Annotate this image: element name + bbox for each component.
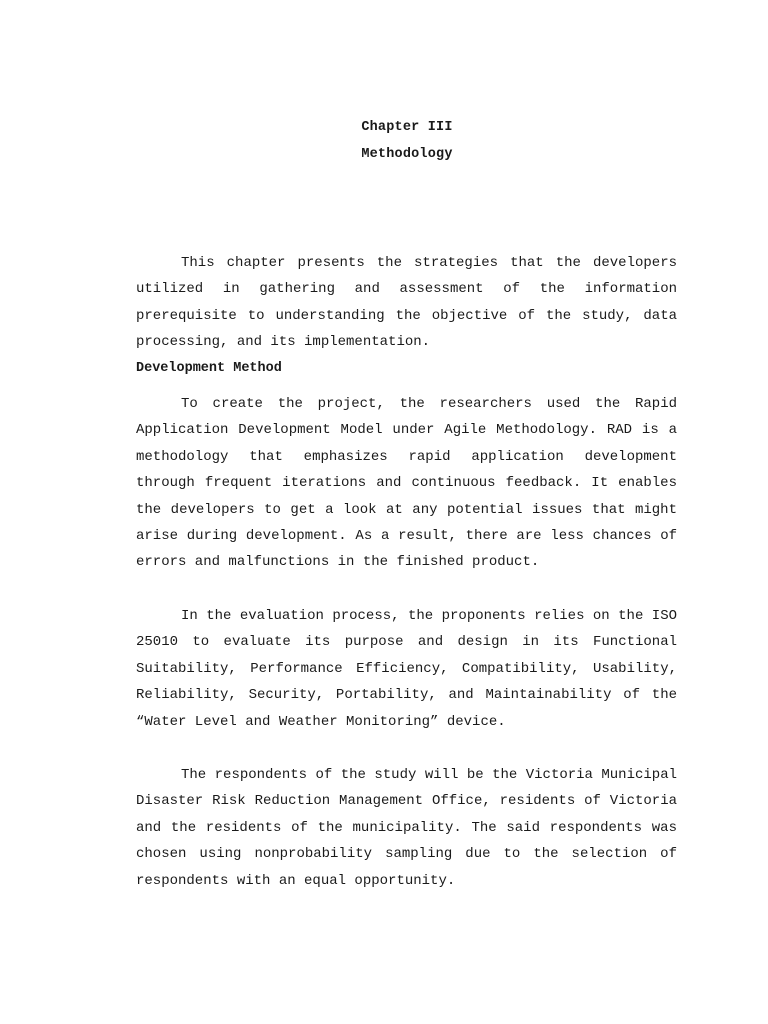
chapter-number: Chapter III <box>361 120 453 135</box>
body-paragraph: To create the project, the researchers used the Rapid Application Development Model under Agile Methodology. RAD is a methodology that emphasizes rapid application development through frequent iterations and continuous feedback. It enables the developers to get a look at any potential issues that might arise during development. As a result, there are less chances of errors and malfunctions in the finished product. <box>136 396 677 571</box>
chapter-title: Methodology <box>361 147 453 162</box>
body-paragraph: The respondents of the study will be the Victoria Municipal Disaster Risk Reduction Management Office, residents of Victoria and the residents of the municipality. The said respondents was chosen using nonprobability sampling due to the selection of respondents with an equal opportunity. <box>136 767 677 889</box>
section-heading: Development Method <box>136 361 282 376</box>
intro-paragraph: This chapter presents the strategies that the developers utilized in gathering and assessment of the information prerequisite to understanding the objective of the study, data processing, and its implementation. <box>136 255 677 351</box>
body-paragraph: In the evaluation process, the proponents relies on the ISO 25010 to evaluate its purpose and design in its Functional Suitability, Performance Efficiency, Compatibility, Usability, Reliability, Security, Portability, and Maintainability of the “Water Level and Weather Monitoring” device. <box>136 608 677 730</box>
